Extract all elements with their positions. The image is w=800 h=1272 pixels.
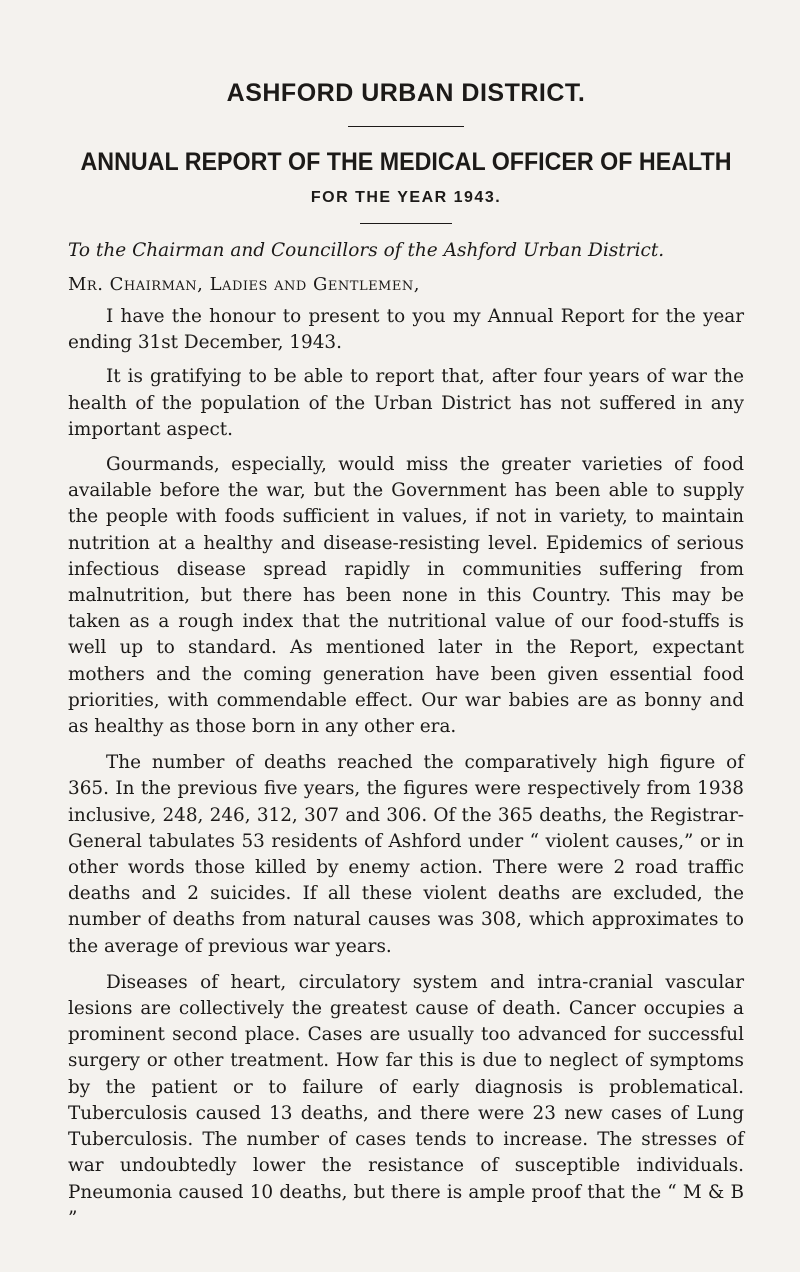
salutation: Mr. Chairman, Ladies and Gentlemen, bbox=[68, 274, 420, 295]
divider-rule bbox=[348, 126, 464, 127]
paragraph-1: I have the honour to present to you my Annual Report for the year ending 31st December, 1943. bbox=[68, 306, 744, 354]
divider-rule bbox=[360, 223, 452, 224]
paragraph-3: Gourmands, especially, would miss the greater varieties of food available before the war, but the Government has been able to supply the people with foods sufficient in values, if not in variety, to maintain nutrition at a healthy and disease-resisting level. Epidemics of serious infectious disease spread rapidly in communities suffering from malnutrition, but there has been none in this Country. This may be taken as a rough index that the nutritional value of our food-stuffs is well up to standard. As mentioned later in the Report, expectant mothers and the coming generation have been given essential food priorities, with commendable effect. Our war babies are as bonny and as healthy as those born in any other era. bbox=[68, 454, 744, 738]
paragraph-5: Diseases of heart, circulatory system and intra-cranial vascular lesions are collectively the greatest cause of death. Cancer occupies a prominent second place. Cases are usually too advanced for successful surgery or other treatment. How far this is due to neglect of symptoms by the patient or to failure of early diagnosis is problematical. Tuberculosis caused 13 deaths, and there were 23 new cases of Lung Tuberculosis. The number of cases tends to increase. The stresses of war undoubtedly lower the resistance of susceptible individuals. Pneumonia caused 10 deaths, but there is ample proof that the “ M & B ” bbox=[68, 971, 744, 1229]
report-title: ANNUAL REPORT OF THE MEDICAL OFFICER OF HEALTH bbox=[80, 148, 732, 176]
paragraph-4: The number of deaths reached the comparatively high figure of 365. In the previous five years, the figures were respectively from 1938 inclusive, 248, 246, 312, 307 and 306. Of the 365 deaths, the Registrar-General tabulates 53 residents of Ashford under “ violent causes,” or in other words those killed by enemy action. There were 2 road traffic deaths and 2 suicides. If all these violent deaths are excluded, the number of deaths from natural causes was 308, which approximates to the average of previous war years. bbox=[68, 752, 744, 957]
paragraph-2: It is gratifying to be able to report that, after four years of war the health of the population of the Urban District has not suffered in any important aspect. bbox=[68, 366, 744, 440]
address-line: To the Chairman and Councillors of the Ashford Urban District. bbox=[68, 240, 665, 261]
document-page bbox=[68, 74, 744, 1232]
report-year: FOR THE YEAR 1943. bbox=[310, 189, 502, 206]
district-heading: ASHFORD URBAN DISTRICT. bbox=[226, 79, 586, 107]
